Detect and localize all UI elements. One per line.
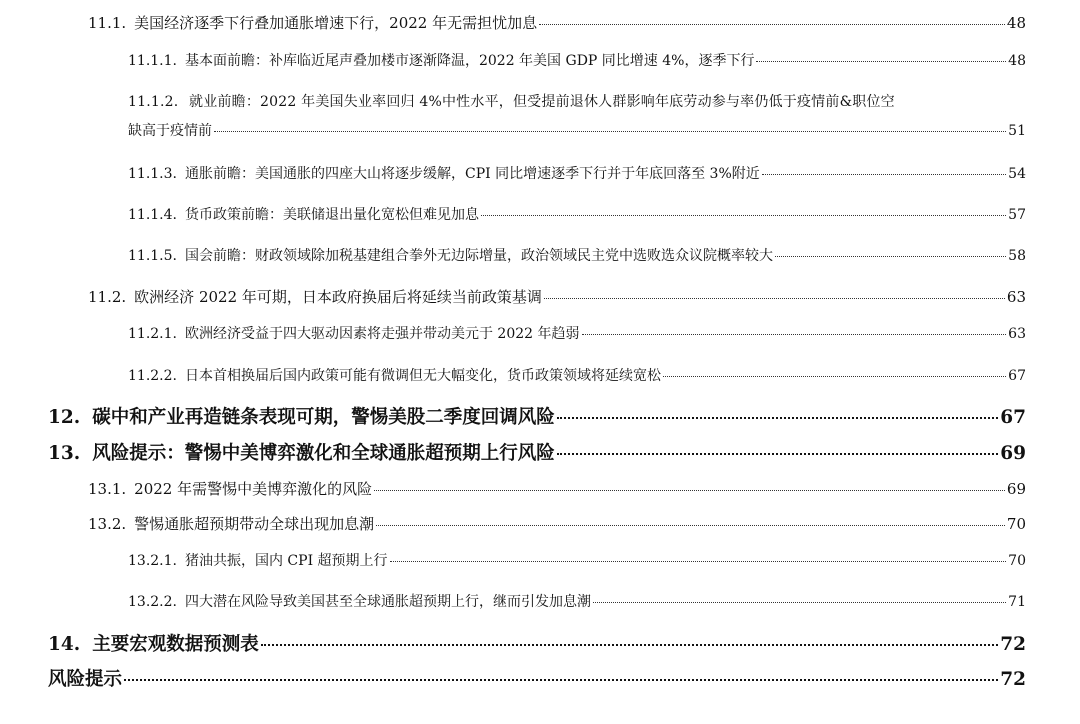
toc-page-number: 63 — [1006, 288, 1026, 306]
dot-leader — [376, 525, 1005, 526]
toc-page-number: 71 — [1008, 594, 1026, 610]
toc-entry-11-2-1[interactable] — [128, 323, 1026, 343]
toc-page-number: 69 — [1000, 443, 1026, 464]
toc-number: 11.1.1. — [128, 53, 177, 69]
dot-leader — [481, 215, 1006, 216]
toc-page-number: 67 — [1000, 407, 1026, 428]
toc-entry-11-1-1[interactable] — [128, 50, 1026, 70]
toc-title: 猪油共振，国内 CPI 超预期上行 — [184, 553, 388, 569]
toc-page-number: 70 — [1006, 515, 1026, 533]
toc-entry-13[interactable] — [48, 439, 1026, 465]
dot-leader — [214, 131, 1006, 132]
dot-leader — [756, 61, 1006, 62]
toc-title: 货币政策前瞻：美联储退出量化宽松但难见加息 — [184, 207, 479, 223]
toc-title: 国会前瞻：财政领域除加税基建组合拳外无边际增量，政治领域民主党中选败选众议院概率较大 — [184, 248, 773, 264]
toc-title: 碳中和产业再造链条表现可期，警惕美股二季度回调风险 — [92, 407, 555, 428]
toc-entry-13-1[interactable] — [88, 478, 1026, 499]
toc-page-number: 70 — [1008, 553, 1026, 569]
toc-number: 11.1. — [88, 14, 127, 32]
toc-page-number: 48 — [1008, 53, 1026, 69]
toc-entry-14[interactable] — [48, 630, 1026, 656]
toc-number: 11.2. — [88, 288, 127, 306]
toc-entry-13-2[interactable] — [88, 513, 1026, 534]
toc-number: 13. — [48, 443, 81, 464]
toc-title-line-2 — [128, 120, 1026, 140]
toc-title: 风险提示：警惕中美博弈激化和全球通胀超预期上行风险 — [92, 443, 555, 464]
dot-leader — [261, 644, 999, 646]
toc-entry-13-2-2[interactable] — [128, 591, 1026, 611]
toc-entry-11-1-4[interactable] — [128, 204, 1026, 224]
toc-entry-11-2-2[interactable] — [128, 365, 1026, 385]
toc-page-number: 69 — [1006, 480, 1026, 498]
toc-entry-12[interactable] — [48, 403, 1026, 429]
dot-leader — [390, 561, 1007, 562]
toc-title: 通胀前瞻：美国通胀的四座大山将逐步缓解，CPI 同比增速逐季下行并于年底回落至 3%附近 — [184, 166, 760, 182]
toc-entry-11-1[interactable] — [88, 12, 1026, 33]
toc-number: 13.1. — [88, 480, 127, 498]
toc-title: 美国经济逐季下行叠加通胀增速下行，2022 年无需担忧加息 — [134, 14, 538, 32]
toc-number: 13.2. — [88, 515, 127, 533]
toc-page-number: 63 — [1008, 326, 1026, 342]
dot-leader — [124, 679, 998, 681]
toc-page-number: 54 — [1008, 166, 1026, 182]
toc-page-number: 67 — [1008, 368, 1026, 384]
toc-title: 2022 年需警惕中美博弈激化的风险 — [134, 480, 373, 498]
toc-title-continued: 缺高于疫情前 — [128, 123, 212, 139]
toc-number: 11.1.4. — [128, 207, 177, 223]
toc-title: 就业前瞻：2022 年美国失业率回归 4%中性水平，但受提前退休人群影响年底劳动参与率仍低于疫情前&职位空 — [189, 94, 895, 110]
toc-entry-11-1-2[interactable] — [128, 91, 1026, 140]
dot-leader — [593, 602, 1006, 603]
toc-title: 风险提示 — [48, 669, 123, 690]
toc-entry-11-1-3[interactable] — [128, 163, 1026, 183]
toc-entry-11-2[interactable] — [88, 286, 1026, 307]
toc-number: 14. — [48, 634, 81, 655]
dot-leader — [544, 298, 1005, 299]
toc-page-number: 48 — [1006, 14, 1026, 32]
dot-leader — [374, 490, 1005, 491]
toc-page-number: 72 — [1000, 634, 1026, 655]
toc-title: 基本面前瞻：补库临近尾声叠加楼市逐渐降温，2022 年美国 GDP 同比增速 4%，逐季下行 — [184, 53, 755, 69]
dot-leader — [582, 334, 1007, 335]
toc-page-number: 57 — [1008, 207, 1026, 223]
toc-entry-13-2-1[interactable] — [128, 550, 1026, 570]
toc-number: 11.1.3. — [128, 166, 177, 182]
toc-title: 欧洲经济 2022 年可期，日本政府换届后将延续当前政策基调 — [134, 288, 542, 306]
toc-number: 11.1.2. — [128, 94, 179, 110]
toc-number: 11.2.2. — [128, 368, 177, 384]
dot-leader — [557, 453, 999, 455]
toc-title: 警惕通胀超预期带动全球出现加息潮 — [134, 515, 375, 533]
toc-number: 12. — [48, 407, 81, 428]
dot-leader — [762, 174, 1006, 175]
toc-number: 13.2.1. — [128, 553, 177, 569]
toc-page-number: 51 — [1008, 123, 1026, 139]
toc-title: 日本首相换届后国内政策可能有微调但无大幅变化，货币政策领域将延续宽松 — [184, 368, 661, 384]
toc-title: 欧洲经济受益于四大驱动因素将走强并带动美元于 2022 年趋弱 — [184, 326, 580, 342]
toc-number: 11.2.1. — [128, 326, 177, 342]
toc-title: 主要宏观数据预测表 — [92, 634, 259, 655]
toc-number: 13.2.2. — [128, 594, 177, 610]
toc-number: 11.1.5. — [128, 248, 177, 264]
dot-leader — [775, 256, 1006, 257]
toc-title: 四大潜在风险导致美国甚至全球通胀超预期上行，继而引发加息潮 — [184, 594, 591, 610]
dot-leader — [557, 417, 999, 419]
toc-page-number: 72 — [1000, 669, 1026, 690]
toc-entry-11-1-5[interactable] — [128, 245, 1026, 265]
dot-leader — [663, 376, 1006, 377]
dot-leader — [539, 24, 1005, 25]
toc-title-line-1 — [128, 91, 1026, 111]
toc-entry-risk-notice[interactable] — [48, 665, 1026, 691]
toc-page-number: 58 — [1008, 248, 1026, 264]
